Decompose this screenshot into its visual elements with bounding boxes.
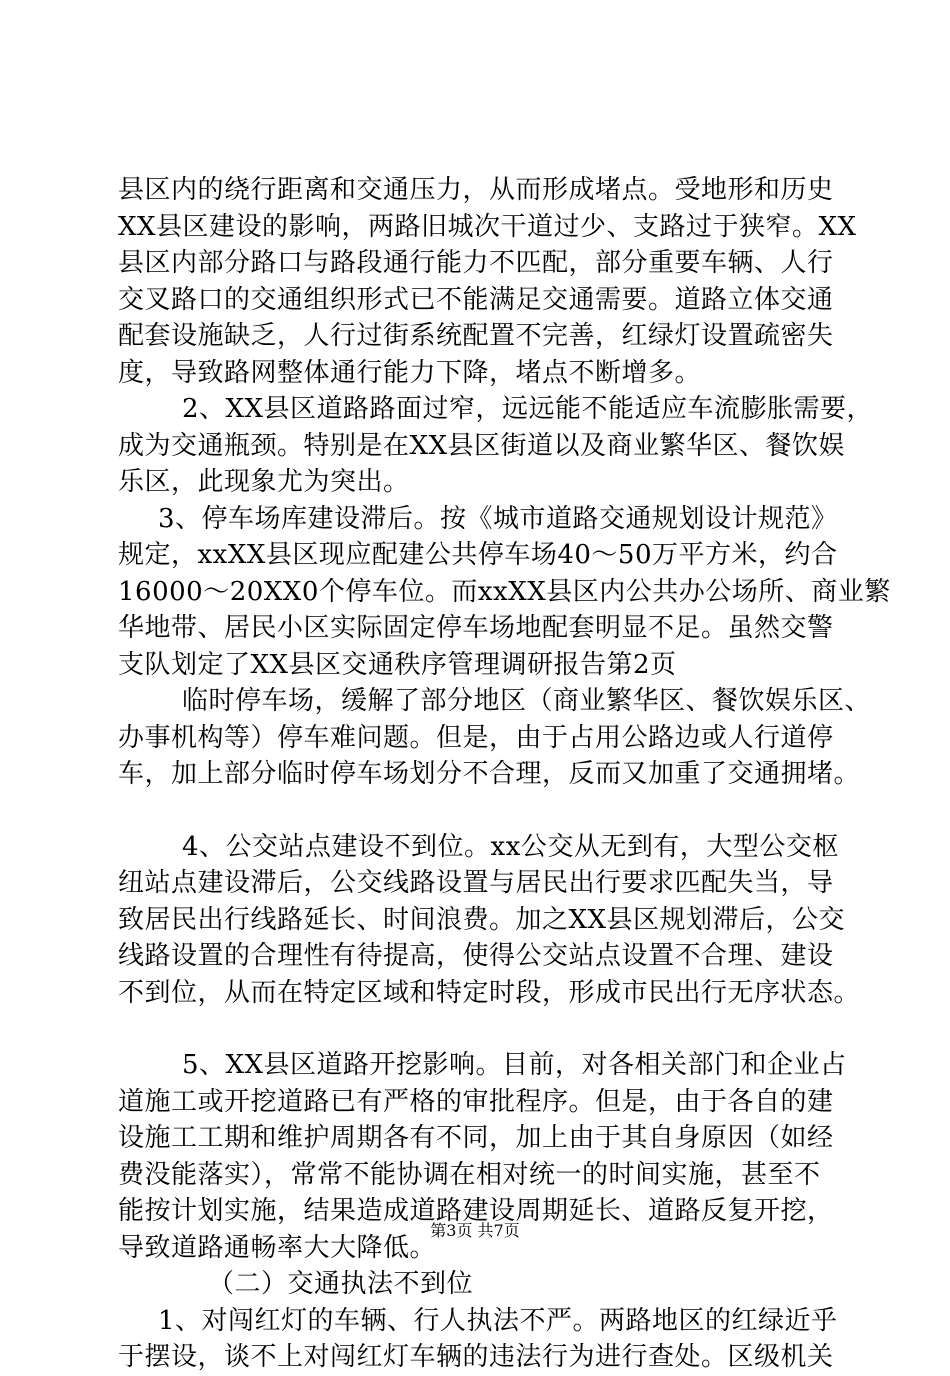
text-line: 交叉路口的交通组织形式已不能满足交通需要。道路立体交通	[118, 284, 834, 315]
text-line: 16000～20XX0个停车位。而xxXX县区内公共办公场所、商业繁	[118, 576, 891, 607]
text-line: 设施工工期和维护周期各有不同，加上由于其自身原因（如经	[118, 1123, 834, 1153]
paragraph-start-line: 5、XX县区道路开挖影响。目前，对各相关部门和企业占	[182, 1050, 847, 1080]
text-line: 纽站点建设滞后，公交线路设置与居民出行要求匹配失当，导	[118, 868, 834, 898]
document-body	[118, 172, 891, 1376]
text-line: 费没能落实），常常不能协调在相对统一的时间实施，甚至不	[118, 1159, 821, 1190]
section-heading: （二）交通执法不到位	[208, 1269, 474, 1299]
text-line: 乐区，此现象尤为突出。	[118, 467, 410, 497]
paragraph-start-line: 3、停车场库建设滞后。按《城市道路交通规划设计规范》	[158, 503, 838, 534]
paragraph-start-line: 4、公交站点建设不到位。xx公交从无到有，大型公交枢	[182, 831, 839, 862]
text-line: 规定，xxXX县区现应配建公共停车场40～50万平方米，约合	[118, 540, 838, 570]
text-line: 导致道路通畅率大大降低。	[118, 1232, 437, 1263]
paragraph-gap	[118, 1011, 858, 1047]
text-line: 致居民出行线路延长、时间浪费。加之XX县区规划滞后，公交	[118, 904, 846, 935]
text-line: 车，加上部分临时停车场划分不合理，反而又加重了交通拥堵。	[118, 759, 861, 789]
paragraph-gap	[118, 793, 858, 829]
text-line: 华地带、居民小区实际固定停车场地配套明显不足。虽然交警	[118, 613, 834, 643]
text-line: 办事机构等）停车难问题。但是，由于占用公路边或人行道停	[118, 722, 834, 753]
text-line: 支队划定了XX县区交通秩序管理调研报告第2页	[118, 649, 677, 680]
text-line: 县区内部分路口与路段通行能力不匹配，部分重要车辆、人行	[118, 248, 834, 278]
text-line: 成为交通瓶颈。特别是在XX县区街道以及商业繁华区、餐饮娱	[118, 430, 846, 461]
text-line: XX县区建设的影响，两路旧城次干道过少、支路过于狭窄。XX	[118, 211, 857, 242]
text-line: 度，导致路网整体通行能力下降，堵点不断增多。	[118, 357, 702, 388]
text-line: 道施工或开挖道路已有严格的审批程序。但是，由于各自的建	[118, 1086, 834, 1117]
text-line: 不到位，从而在特定区域和特定时段，形成市民出行无序状态。	[118, 977, 861, 1008]
paragraph-start-line: 临时停车场，缓解了部分地区（商业繁华区、餐饮娱乐区、	[182, 686, 872, 716]
page-footer: 第3页 共7页	[430, 1221, 520, 1240]
text-line: 县区内的绕行距离和交通压力，从而形成堵点。受地形和历史	[118, 175, 834, 205]
text-line: 于摆设，谈不上对闯红灯车辆的违法行为进行查处。区级机关	[118, 1342, 834, 1372]
paragraph-start-line: 2、XX县区道路路面过窄，远远能不能适应车流膨胀需要，	[182, 394, 874, 424]
text-line: 能按计划实施，结果造成道路建设周期延长、道路反复开挖，	[118, 1196, 834, 1226]
text-line: 配套设施缺乏，人行过街系统配置不完善，红绿灯设置疏密失	[118, 321, 834, 351]
paragraph-start-line: 1、对闯红灯的车辆、行人执法不严。两路地区的红绿近乎	[158, 1305, 838, 1336]
text-line: 线路设置的合理性有待提高，使得公交站点设置不合理、建设	[118, 941, 834, 971]
